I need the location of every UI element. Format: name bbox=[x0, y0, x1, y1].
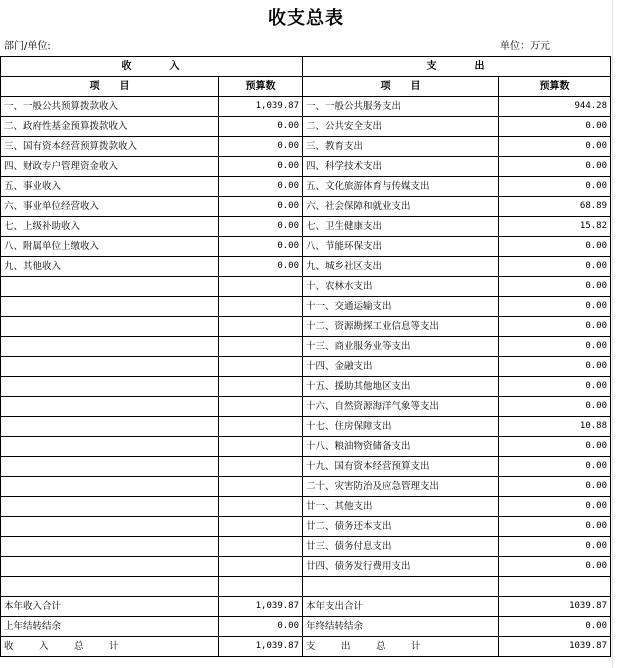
income-carryover-label: 上年结转结余 bbox=[1, 617, 219, 637]
carryover-row bbox=[1, 617, 611, 637]
empty-cell bbox=[219, 557, 303, 577]
expense-item: 八、节能环保支出 bbox=[303, 237, 499, 257]
expense-item: 十二、资源勘探工业信息等支出 bbox=[303, 317, 499, 337]
expense-amount: 0.00 bbox=[499, 277, 611, 297]
empty-cell bbox=[219, 537, 303, 557]
expense-item: 廿四、债务发行费用支出 bbox=[303, 557, 499, 577]
expense-item: 二十、灾害防治及应急管理支出 bbox=[303, 477, 499, 497]
income-item: 二、政府性基金预算拨款收入 bbox=[1, 117, 219, 137]
table-row bbox=[1, 157, 611, 177]
expense-item: 六、社会保障和就业支出 bbox=[303, 197, 499, 217]
table-row bbox=[1, 557, 611, 577]
expense-carryover-label: 年终结转结余 bbox=[303, 617, 499, 637]
income-amount: 0.00 bbox=[219, 117, 303, 137]
empty-cell bbox=[1, 457, 219, 477]
expense-item: 十六、自然资源海洋气象等支出 bbox=[303, 397, 499, 417]
table-row bbox=[1, 97, 611, 117]
empty-cell bbox=[1, 377, 219, 397]
blank-row bbox=[1, 577, 611, 597]
expense-year-total-label: 本年支出合计 bbox=[303, 597, 499, 617]
expense-amount: 0.00 bbox=[499, 517, 611, 537]
empty-cell bbox=[1, 437, 219, 457]
expense-item: 十一、交通运输支出 bbox=[303, 297, 499, 317]
expense-amount: 944.28 bbox=[499, 97, 611, 117]
expense-year-total-amount: 1039.87 bbox=[499, 597, 611, 617]
table-row bbox=[1, 457, 611, 477]
empty-cell bbox=[219, 477, 303, 497]
empty-cell bbox=[1, 417, 219, 437]
expense-amount: 0.00 bbox=[499, 497, 611, 517]
table-row bbox=[1, 537, 611, 557]
income-item: 八、附属单位上缴收入 bbox=[1, 237, 219, 257]
expense-amount: 0.00 bbox=[499, 177, 611, 197]
year-total-row bbox=[1, 597, 611, 617]
expense-amount: 0.00 bbox=[499, 357, 611, 377]
income-grand-total-amount: 1,039.87 bbox=[219, 637, 303, 657]
expense-item: 四、科学技术支出 bbox=[303, 157, 499, 177]
expense-amount: 0.00 bbox=[499, 477, 611, 497]
expense-item: 十五、援助其他地区支出 bbox=[303, 377, 499, 397]
expense-item: 廿二、债务还本支出 bbox=[303, 517, 499, 537]
expense-item: 十、农林水支出 bbox=[303, 277, 499, 297]
sheet-gridline bbox=[612, 0, 613, 668]
table-row bbox=[1, 297, 611, 317]
table-row bbox=[1, 337, 611, 357]
income-item: 六、事业单位经营收入 bbox=[1, 197, 219, 217]
table-row bbox=[1, 497, 611, 517]
empty-cell bbox=[1, 317, 219, 337]
table-row bbox=[1, 117, 611, 137]
expense-amount-header: 预算数 bbox=[499, 77, 611, 97]
empty-cell bbox=[219, 517, 303, 537]
income-section-header: 收 入 bbox=[1, 57, 303, 77]
expense-item: 三、教育支出 bbox=[303, 137, 499, 157]
table-row bbox=[1, 477, 611, 497]
expense-item: 十三、商业服务业等支出 bbox=[303, 337, 499, 357]
expense-amount: 0.00 bbox=[499, 337, 611, 357]
expense-item: 廿三、债务付息支出 bbox=[303, 537, 499, 557]
expense-item: 十八、粮油物资储备支出 bbox=[303, 437, 499, 457]
table-row bbox=[1, 237, 611, 257]
empty-cell bbox=[1, 497, 219, 517]
empty-cell bbox=[1, 477, 219, 497]
income-amount: 0.00 bbox=[219, 157, 303, 177]
expense-grand-total-amount: 1039.87 bbox=[499, 637, 611, 657]
empty-cell bbox=[219, 357, 303, 377]
empty-cell bbox=[219, 497, 303, 517]
income-amount: 0.00 bbox=[219, 237, 303, 257]
empty-cell bbox=[219, 377, 303, 397]
table-row bbox=[1, 317, 611, 337]
expense-amount: 0.00 bbox=[499, 117, 611, 137]
table-row bbox=[1, 397, 611, 417]
income-amount: 0.00 bbox=[219, 217, 303, 237]
expense-amount: 68.89 bbox=[499, 197, 611, 217]
empty-cell bbox=[1, 277, 219, 297]
table-row bbox=[1, 217, 611, 237]
empty-cell bbox=[1, 517, 219, 537]
expense-amount: 0.00 bbox=[499, 237, 611, 257]
column-header-row bbox=[1, 77, 611, 97]
income-amount: 1,039.87 bbox=[219, 97, 303, 117]
department-label: 部门/单位: bbox=[4, 41, 51, 52]
expense-amount: 10.88 bbox=[499, 417, 611, 437]
expense-item: 十四、金融支出 bbox=[303, 357, 499, 377]
expense-item: 五、文化旅游体育与传媒支出 bbox=[303, 177, 499, 197]
empty-cell bbox=[219, 457, 303, 477]
empty-cell bbox=[219, 317, 303, 337]
expense-amount: 0.00 bbox=[499, 557, 611, 577]
page-title: 收支总表 bbox=[268, 8, 344, 29]
empty-cell bbox=[219, 417, 303, 437]
expense-grand-total-label: 支 出 总 计 bbox=[303, 637, 499, 657]
expense-amount: 0.00 bbox=[499, 437, 611, 457]
empty-cell bbox=[1, 337, 219, 357]
expense-amount: 0.00 bbox=[499, 297, 611, 317]
section-row bbox=[1, 57, 611, 77]
expense-item: 十九、国有资本经营预算支出 bbox=[303, 457, 499, 477]
income-amount: 0.00 bbox=[219, 177, 303, 197]
empty-cell bbox=[1, 297, 219, 317]
expense-amount: 0.00 bbox=[499, 457, 611, 477]
budget-summary-table bbox=[0, 56, 611, 657]
empty-cell bbox=[1, 537, 219, 557]
table-row bbox=[1, 357, 611, 377]
income-item: 一、一般公共预算拨款收入 bbox=[1, 97, 219, 117]
expense-amount: 0.00 bbox=[499, 317, 611, 337]
empty-cell bbox=[219, 437, 303, 457]
unit-label: 单位：万元 bbox=[500, 41, 550, 52]
expense-amount: 0.00 bbox=[499, 257, 611, 277]
grand-total-row bbox=[1, 637, 611, 657]
table-row bbox=[1, 197, 611, 217]
expense-section-header: 支 出 bbox=[303, 57, 611, 77]
empty-cell bbox=[219, 297, 303, 317]
table-row bbox=[1, 137, 611, 157]
expense-item: 一、一般公共服务支出 bbox=[303, 97, 499, 117]
expense-amount: 0.00 bbox=[499, 137, 611, 157]
expense-amount: 0.00 bbox=[499, 377, 611, 397]
expense-item: 七、卫生健康支出 bbox=[303, 217, 499, 237]
expense-carryover-amount: 0.00 bbox=[499, 617, 611, 637]
income-amount: 0.00 bbox=[219, 197, 303, 217]
table-row bbox=[1, 377, 611, 397]
table-row bbox=[1, 517, 611, 537]
expense-amount: 0.00 bbox=[499, 397, 611, 417]
income-year-total-amount: 1,039.87 bbox=[219, 597, 303, 617]
income-year-total-label: 本年收入合计 bbox=[1, 597, 219, 617]
empty-cell bbox=[1, 557, 219, 577]
income-amount-header: 预算数 bbox=[219, 77, 303, 97]
income-item-header: 项 目 bbox=[1, 77, 219, 97]
income-item: 九、其他收入 bbox=[1, 257, 219, 277]
table-row bbox=[1, 177, 611, 197]
expense-item: 廿一、其他支出 bbox=[303, 497, 499, 517]
expense-item-header: 项 目 bbox=[303, 77, 499, 97]
empty-cell bbox=[219, 277, 303, 297]
expense-item: 二、公共安全支出 bbox=[303, 117, 499, 137]
income-item: 四、财政专户管理资金收入 bbox=[1, 157, 219, 177]
income-item: 七、上级补助收入 bbox=[1, 217, 219, 237]
table-row bbox=[1, 417, 611, 437]
empty-cell bbox=[1, 357, 219, 377]
expense-amount: 0.00 bbox=[499, 537, 611, 557]
income-item: 五、事业收入 bbox=[1, 177, 219, 197]
empty-cell bbox=[219, 397, 303, 417]
expense-amount: 0.00 bbox=[499, 157, 611, 177]
empty-cell bbox=[219, 337, 303, 357]
expense-amount: 15.82 bbox=[499, 217, 611, 237]
income-amount: 0.00 bbox=[219, 137, 303, 157]
empty-cell bbox=[1, 397, 219, 417]
income-grand-total-label: 收 入 总 计 bbox=[1, 637, 219, 657]
table-row bbox=[1, 437, 611, 457]
table-row bbox=[1, 257, 611, 277]
income-carryover-amount: 0.00 bbox=[219, 617, 303, 637]
expense-item: 十七、住房保障支出 bbox=[303, 417, 499, 437]
expense-item: 九、城乡社区支出 bbox=[303, 257, 499, 277]
income-amount: 0.00 bbox=[219, 257, 303, 277]
table-row bbox=[1, 277, 611, 297]
income-item: 三、国有资本经营预算拨款收入 bbox=[1, 137, 219, 157]
